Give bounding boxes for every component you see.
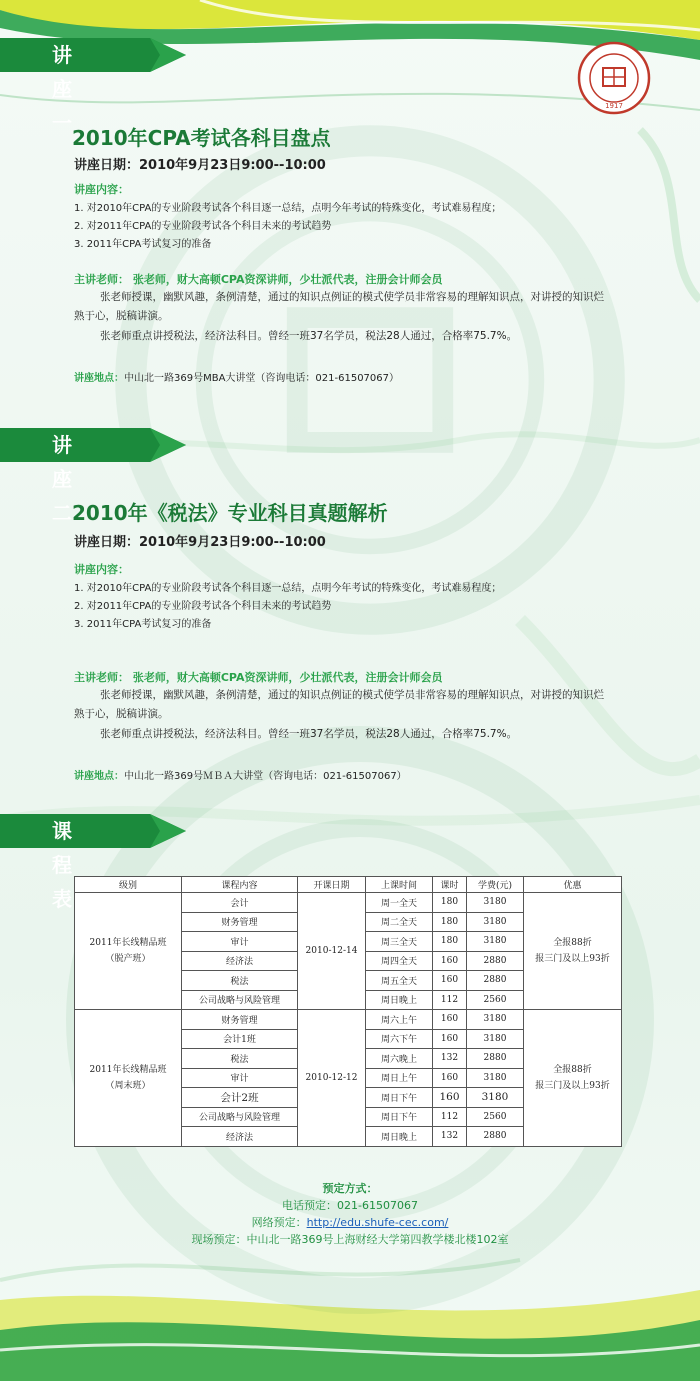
booking-web-link[interactable]: http://edu.shufe-cec.com/ xyxy=(306,1216,449,1229)
hours-cell: 160 xyxy=(433,1088,467,1108)
booking-section xyxy=(0,1180,700,1248)
lecture2-banner-label: 讲座二 xyxy=(52,433,73,525)
lecture1-bio-2 xyxy=(74,327,614,346)
lecture1-bio1: 张老师授课，幽默风趣，条例清楚，通过的知识点例证的模式使学员非常容易的理解知识点，对讲授的知识烂熟于心，脱稿讲演。 xyxy=(74,291,604,322)
lecture1-address-label: 讲座地点： xyxy=(74,373,124,384)
hours-cell: 160 xyxy=(433,1068,467,1088)
lecture2-content-item: 2. 对2011年CPA的专业阶段考试各个科目未来的考试趋势 xyxy=(74,601,332,612)
group-level-cell xyxy=(75,893,182,1010)
lecture1-content-item: 2. 对2011年CPA的专业阶段考试各个科目未来的考试趋势 xyxy=(74,221,332,232)
group-date-cell: 2010-12-14 xyxy=(298,893,366,1010)
table-header: 课时 xyxy=(433,877,467,893)
time-cell: 周日晚上 xyxy=(366,1127,433,1147)
lecture2-bio-2 xyxy=(74,725,614,744)
group-level-line2: （周末班） xyxy=(105,1080,151,1091)
table-header: 开课日期 xyxy=(298,877,366,893)
banner-arrow-icon xyxy=(0,38,190,72)
fee-cell: 2560 xyxy=(467,1107,524,1127)
fee-cell: 3180 xyxy=(467,1068,524,1088)
course-cell: 公司战略与风险管理 xyxy=(182,1107,298,1127)
lecture2-content-item: 1. 对2010年CPA的专业阶段考试各个科目逐一总结，点明今年考试的特殊变化，考试难易程度； xyxy=(74,583,502,594)
course-cell: 税法 xyxy=(182,971,298,991)
group-level-line2: （脱产班） xyxy=(105,954,151,964)
booking-onsite: 现场预定：中山北一路369号上海财经大学第四教学楼北楼102室 xyxy=(191,1233,509,1246)
hours-cell: 180 xyxy=(433,912,467,932)
banner-arrow-icon xyxy=(0,428,190,462)
table-header-row xyxy=(75,877,622,893)
hours-cell: 160 xyxy=(433,951,467,971)
hours-cell: 160 xyxy=(433,1010,467,1030)
course-cell: 财务管理 xyxy=(182,1010,298,1030)
fee-cell: 3180 xyxy=(467,912,524,932)
booking-phone: 电话预定：021-61507067 xyxy=(282,1199,418,1212)
time-cell: 周日上午 xyxy=(366,1068,433,1088)
time-cell: 周五全天 xyxy=(366,971,433,991)
lecture1-content-item: 3. 2011年CPA考试复习的准备 xyxy=(74,239,212,250)
schedule-banner-label: 课程表 xyxy=(52,819,73,911)
table-header: 学费(元) xyxy=(467,877,524,893)
hours-cell: 180 xyxy=(433,932,467,952)
lecture2-title: 2010年《税法》专业科目真题解析 xyxy=(72,501,388,525)
group-discount-cell xyxy=(524,1010,622,1147)
lecture2-bio xyxy=(74,686,614,724)
fee-cell: 2880 xyxy=(467,951,524,971)
university-seal-icon xyxy=(576,40,652,116)
time-cell: 周六下午 xyxy=(366,1029,433,1049)
time-cell: 周六晚上 xyxy=(366,1049,433,1069)
fee-cell: 3180 xyxy=(467,893,524,913)
fee-cell: 2880 xyxy=(467,1049,524,1069)
booking-web-label: 网络预定： xyxy=(251,1216,307,1229)
table-header: 优惠 xyxy=(524,877,622,893)
group-date-cell: 2010-12-12 xyxy=(298,1010,366,1147)
lecture2-content-heading: 讲座内容： xyxy=(74,563,129,576)
course-cell: 审计 xyxy=(182,932,298,952)
hours-cell: 112 xyxy=(433,990,467,1010)
course-cell: 经济法 xyxy=(182,1127,298,1147)
hours-cell: 180 xyxy=(433,893,467,913)
table-row xyxy=(75,1010,622,1030)
lecture1-date: 讲座日期：2010年9月23日9:00--10:00 xyxy=(74,158,326,173)
lecture1-banner-label: 讲座一 xyxy=(52,43,73,135)
course-cell: 会计2班 xyxy=(182,1088,298,1108)
time-cell: 周一全天 xyxy=(366,893,433,913)
course-cell: 会计 xyxy=(182,893,298,913)
lecture1-title: 2010年CPA考试各科目盘点 xyxy=(72,126,331,150)
group-level-line1: 2011年长线精品班 xyxy=(89,938,167,948)
time-cell: 周日下午 xyxy=(366,1107,433,1127)
banner-arrow-icon xyxy=(0,814,190,848)
course-cell: 公司战略与风险管理 xyxy=(182,990,298,1010)
time-cell: 周四全天 xyxy=(366,951,433,971)
group-level-cell xyxy=(75,1010,182,1147)
booking-heading: 预定方式： xyxy=(322,1182,378,1195)
lecture2-bio1: 张老师授课，幽默风趣，条例清楚，通过的知识点例证的模式使学员非常容易的理解知识点，对讲授的知识烂熟于心，脱稿讲演。 xyxy=(74,689,604,720)
hours-cell: 160 xyxy=(433,1029,467,1049)
lecture1-bio xyxy=(74,288,614,326)
group-level-line1: 2011年长线精品班 xyxy=(89,1064,167,1075)
lecture2-address-label: 讲座地点： xyxy=(74,771,124,782)
fee-cell: 2560 xyxy=(467,990,524,1010)
lecture1-address-text: 中山北一路369号MBA大讲堂（咨询电话：021-61507067） xyxy=(124,373,400,384)
course-cell: 财务管理 xyxy=(182,912,298,932)
time-cell: 周二全天 xyxy=(366,912,433,932)
time-cell: 周日下午 xyxy=(366,1088,433,1108)
fee-cell: 3180 xyxy=(467,1029,524,1049)
hours-cell: 160 xyxy=(433,971,467,991)
lecture1-teacher: 主讲老师： 张老师，财大高顿CPA资深讲师，少壮派代表，注册会计师会员 xyxy=(74,273,443,286)
course-cell: 审计 xyxy=(182,1068,298,1088)
course-cell: 经济法 xyxy=(182,951,298,971)
fee-cell: 2880 xyxy=(467,971,524,991)
lecture2-content-item: 3. 2011年CPA考试复习的准备 xyxy=(74,619,212,630)
lecture1-content-item: 1. 对2010年CPA的专业阶段考试各个科目逐一总结，点明今年考试的特殊变化，考试难易程度； xyxy=(74,203,502,214)
table-header: 上课时间 xyxy=(366,877,433,893)
time-cell: 周日晚上 xyxy=(366,990,433,1010)
fee-cell: 2880 xyxy=(467,1127,524,1147)
time-cell: 周三全天 xyxy=(366,932,433,952)
lecture2-date: 讲座日期：2010年9月23日9:00--10:00 xyxy=(74,535,326,550)
fee-cell: 3180 xyxy=(467,932,524,952)
fee-cell: 3180 xyxy=(467,1010,524,1030)
discount-line2: 报三门及以上93折 xyxy=(535,954,610,964)
table-row xyxy=(75,893,622,913)
discount-line1: 全报88折 xyxy=(553,938,592,948)
lecture2-address-text: 中山北一路369号ＭＢＡ大讲堂（咨询电话：021-61507067） xyxy=(124,771,407,782)
schedule-table xyxy=(74,876,622,1147)
booking-web xyxy=(0,1214,700,1231)
discount-line2: 报三门及以上93折 xyxy=(535,1080,610,1091)
fee-cell: 3180 xyxy=(467,1088,524,1108)
course-cell: 会计1班 xyxy=(182,1029,298,1049)
hours-cell: 112 xyxy=(433,1107,467,1127)
discount-line1: 全报88折 xyxy=(553,1064,592,1075)
svg-text:1917: 1917 xyxy=(605,102,623,110)
lecture2-address xyxy=(74,767,407,782)
university-seal xyxy=(576,40,652,116)
lecture1-bio2: 张老师重点讲授税法，经济法科目。曾经一班37名学员，税法28人通过，合格率75.7%。 xyxy=(100,330,518,342)
table-header: 课程内容 xyxy=(182,877,298,893)
lecture1-content-heading: 讲座内容： xyxy=(74,183,129,196)
course-cell: 税法 xyxy=(182,1049,298,1069)
hours-cell: 132 xyxy=(433,1049,467,1069)
lecture2-teacher: 主讲老师： 张老师，财大高顿CPA资深讲师，少壮派代表，注册会计师会员 xyxy=(74,671,443,684)
lecture2-bio2: 张老师重点讲授税法，经济法科目。曾经一班37名学员，税法28人通过，合格率75.7%。 xyxy=(100,728,518,740)
table-header: 级别 xyxy=(75,877,182,893)
lecture1-address xyxy=(74,369,399,384)
hours-cell: 132 xyxy=(433,1127,467,1147)
group-discount-cell xyxy=(524,893,622,1010)
time-cell: 周六上午 xyxy=(366,1010,433,1030)
